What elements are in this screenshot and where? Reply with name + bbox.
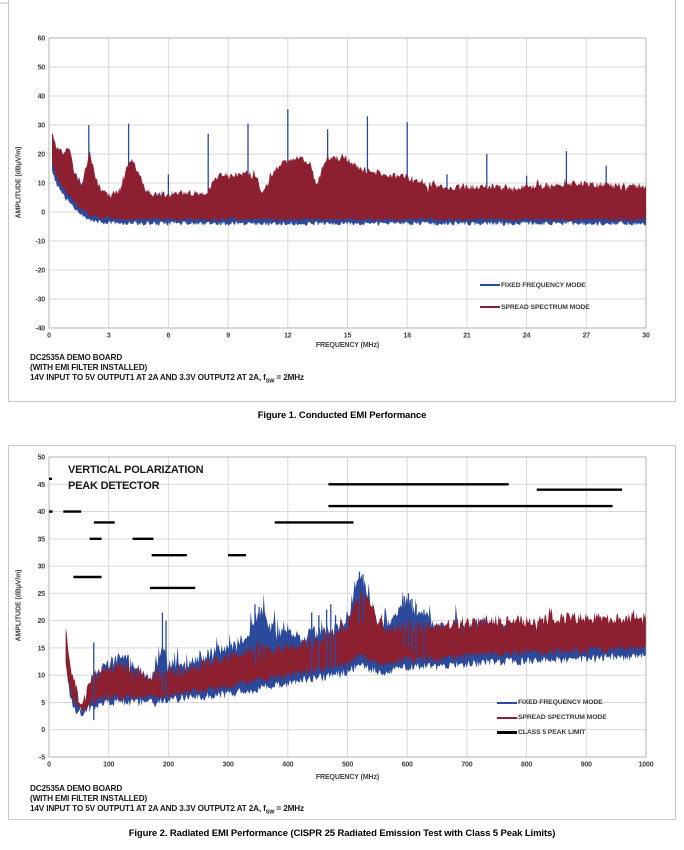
legend-item-spread-spectrum [497,710,607,725]
legend-label: CLASS 5 PEAK LIMIT [518,729,586,736]
x-tick-label: 0 [47,761,51,769]
y-tick-label: 5 [41,699,45,707]
y-tick-label: 35 [37,536,45,544]
x-tick-label: 24 [522,332,531,340]
x-tick-label: 12 [284,332,292,340]
note-line: DC2535A DEMO BOARD [30,784,123,793]
x-tick-label: 18 [403,332,411,340]
figure1-legend [480,274,590,318]
figure2-polarization-annotation: VERTICAL POLARIZATION PEAK DETECTOR [68,464,204,492]
note-line: (WITH EMI FILTER INSTALLED) [30,363,148,372]
figure1-x-axis-label: FREQUENCY (MHz) [315,342,380,349]
y-tick-label: -40 [35,325,45,333]
figure1-y-axis-label: AMPLITUDE (dBµV/m) [15,146,23,219]
y-tick-label: -30 [35,296,45,304]
legend-item-spread-spectrum [480,296,590,318]
y-tick-label: 25 [37,590,45,598]
x-tick-label: 600 [401,761,413,769]
note-line: (WITH EMI FILTER INSTALLED) [30,794,148,803]
x-tick-label: 1000 [638,761,654,769]
x-tick-label: 21 [463,332,471,340]
x-tick-label: 200 [162,761,174,769]
x-tick-label: 3 [106,332,111,340]
figure2-legend [497,695,607,740]
note-line: DC2535A DEMO BOARD [30,353,123,362]
x-tick-label: 15 [343,332,352,340]
legend-item-fixed-frequency [497,695,607,710]
y-tick-label: 20 [37,618,45,626]
spread-spectrum-mode-trace [52,133,646,221]
legend-label: FIXED FREQUENCY MODE [518,699,603,706]
class5-peak-limit-segments [49,479,622,588]
figure2-chart [9,446,677,821]
x-tick-label: 500 [341,761,354,769]
x-tick-label: 700 [461,761,473,769]
x-tick-label: 9 [226,332,230,340]
figure2-y-axis-label: AMPLITUDE (dBµV/m) [15,569,23,642]
x-tick-label: 100 [103,761,115,769]
y-tick-label: 50 [37,454,45,462]
x-tick-label: 900 [580,761,592,769]
legend-label: SPREAD SPECTRUM MODE [518,714,607,721]
y-tick-label: 0 [41,727,45,735]
figure2-panel [8,445,676,820]
figure1-test-conditions [30,353,304,387]
y-tick-label: 45 [37,481,45,489]
y-tick-label: -5 [39,754,45,762]
x-tick-label: 800 [521,761,533,769]
spread-spectrum-line-swatch [480,306,500,308]
x-tick-label: 400 [282,761,294,769]
y-tick-label: 40 [37,509,45,517]
note-line: 14V INPUT TO 5V OUTPUT1 AT 2A AND 3.3V OUTPUT2 AT 2A, $f_{SW} = 2MHz$ [30,373,304,385]
y-tick-label: -10 [35,238,45,246]
note-line: 14V INPUT TO 5V OUTPUT1 AT 2A AND 3.3V OUTPUT2 AT 2A, $f_{SW} = 2MHz$ [30,804,304,816]
y-tick-label: 15 [37,645,45,653]
y-tick-label: 10 [37,180,45,188]
fixed-frequency-line-swatch [497,702,517,704]
legend-label: SPREAD SPECTRUM MODE [501,303,590,311]
x-tick-label: 0 [47,332,51,340]
y-tick-label: -20 [35,267,45,275]
x-tick-label: 27 [582,332,590,340]
y-tick-label: 60 [37,35,45,43]
x-tick-label: 300 [222,761,234,769]
y-tick-label: 30 [37,563,45,571]
figure2-x-axis-label: FREQUENCY (MHz) [315,774,380,781]
spread-spectrum-line-swatch [497,717,517,719]
y-tick-label: 20 [37,151,45,159]
class5-limit-line-swatch [497,731,517,734]
fixed-frequency-line-swatch [480,284,500,286]
figure1-panel [8,0,676,402]
legend-item-fixed-frequency [480,274,590,296]
figure2-caption: Figure 2. Radiated EMI Performance (CISPR 25 Radiated Emission Test with Class 5 Peak Limits) [128,828,556,839]
y-tick-label: 10 [37,672,45,680]
y-tick-label: 50 [37,64,45,72]
legend-item-class5-limit [497,725,607,740]
x-tick-label: 30 [642,332,650,340]
y-tick-label: 30 [37,122,45,130]
figure1-caption: Figure 1. Conducted EMI Performance [257,410,427,421]
x-tick-label: 6 [166,332,171,340]
y-tick-label: 0 [41,209,45,217]
figure2-test-conditions [30,784,304,818]
y-tick-label: 40 [37,93,45,101]
legend-label: FIXED FREQUENCY MODE [501,281,586,289]
